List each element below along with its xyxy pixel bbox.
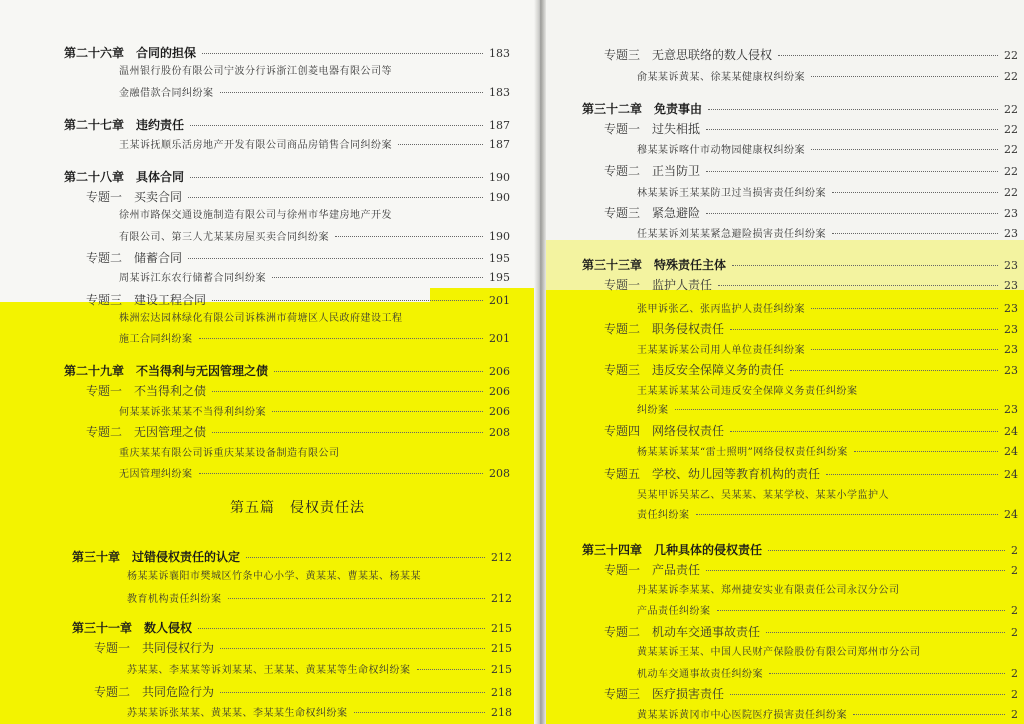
toc-page-number: 23 <box>1004 259 1018 272</box>
toc-case-row <box>127 567 512 582</box>
dot-leader <box>811 149 998 150</box>
toc-page-number: 218 <box>491 706 512 719</box>
toc-case-row <box>637 68 1018 83</box>
toc-page-number: 215 <box>491 622 512 635</box>
toc-topic-row <box>86 291 510 308</box>
toc-page-number: 22 <box>1004 70 1018 83</box>
toc-entry-title: 施工合同纠纷案 <box>119 334 193 345</box>
toc-case-row <box>119 330 510 345</box>
toc-topic-row <box>86 188 510 205</box>
toc-topic-row <box>86 423 510 440</box>
toc-page-number: 2 <box>1011 564 1018 577</box>
toc-entry-title: 专题二 储蓄合同 <box>86 251 183 265</box>
dot-leader <box>706 129 998 130</box>
toc-chapter-row <box>64 362 510 379</box>
dot-leader <box>188 258 483 259</box>
dot-leader <box>706 213 998 214</box>
toc-entry-title: 第二十六章 合同的担保 <box>64 46 197 60</box>
toc-topic-row <box>604 422 1018 439</box>
toc-entry-title: 无因管理纠纷案 <box>119 469 193 480</box>
toc-case-row <box>637 300 1018 315</box>
dot-leader <box>272 277 483 278</box>
toc-page-number: 187 <box>489 119 510 132</box>
toc-page-number: 208 <box>489 467 510 480</box>
toc-topic-row <box>604 46 1018 63</box>
dot-leader <box>730 694 1005 695</box>
dot-leader <box>790 370 998 371</box>
toc-entry-title: 第三十四章 几种具体的侵权责任 <box>582 543 763 557</box>
dot-leader <box>854 451 998 452</box>
toc-entry-title: 第三十二章 免责事由 <box>582 102 703 116</box>
toc-entry-title: 教育机构责任纠纷案 <box>127 594 222 605</box>
dot-leader <box>717 610 1006 611</box>
toc-case-row <box>127 661 512 676</box>
toc-page-number: 23 <box>1004 343 1018 356</box>
toc-case-row <box>637 141 1018 156</box>
toc-entry-title: 黄某某诉王某、中国人民财产保险股份有限公司郑州市分公司 <box>637 647 921 658</box>
toc-chapter-row <box>64 116 510 133</box>
toc-page-number: 22 <box>1004 186 1018 199</box>
toc-case-row <box>637 665 1018 680</box>
dot-leader <box>718 285 998 286</box>
toc-entry-title: 纠纷案 <box>637 405 669 416</box>
toc-topic-row <box>604 276 1018 293</box>
toc-page-number: 23 <box>1004 323 1018 336</box>
toc-entry-title: 金融借款合同纠纷案 <box>119 88 214 99</box>
dot-leader <box>811 76 998 77</box>
dot-leader <box>335 236 483 237</box>
toc-page-number: 190 <box>489 191 510 204</box>
toc-page-number: 22 <box>1004 143 1018 156</box>
dot-leader <box>417 669 486 670</box>
toc-page-number: 195 <box>489 271 510 284</box>
toc-entry-title: 张甲诉张乙、张丙监护人责任纠纷案 <box>637 304 805 315</box>
dot-leader <box>198 628 485 629</box>
toc-entry-title: 杨某某诉某某“雷士照明”网络侵权责任纠纷案 <box>637 447 848 458</box>
toc-topic-row <box>604 162 1018 179</box>
dot-leader <box>228 598 486 599</box>
toc-case-row <box>119 444 510 459</box>
toc-chapter-row <box>582 256 1018 273</box>
toc-page-number: 2 <box>1011 604 1018 617</box>
toc-page-number: 201 <box>489 332 510 345</box>
toc-case-row <box>119 309 510 324</box>
toc-entry-title: 黄某某诉黄冈市中心医院医疗损害责任纠纷案 <box>637 710 847 721</box>
toc-case-row <box>119 84 510 99</box>
toc-entry-title: 专题二 共同危险行为 <box>94 685 215 699</box>
toc-page-number: 201 <box>489 294 510 307</box>
toc-entry-title: 重庆某某有限公司诉重庆某某设备制造有限公司 <box>119 448 340 459</box>
dot-leader <box>696 514 999 515</box>
toc-entry-title: 专题三 无意思联络的数人侵权 <box>604 48 773 62</box>
toc-page-number: 23 <box>1004 403 1018 416</box>
toc-case-row <box>119 269 510 284</box>
dot-leader <box>398 144 483 145</box>
toc-case-row <box>637 602 1018 617</box>
toc-chapter-row <box>72 619 512 636</box>
toc-page-number: 24 <box>1004 445 1018 458</box>
toc-topic-row <box>94 683 512 700</box>
dot-leader <box>190 177 483 178</box>
toc-page-number: 206 <box>489 365 510 378</box>
toc-page-number: 195 <box>489 252 510 265</box>
toc-entry-title: 第三十一章 数人侵权 <box>72 621 193 635</box>
toc-entry-title: 专题一 买卖合同 <box>86 190 183 204</box>
toc-page-number: 23 <box>1004 279 1018 292</box>
toc-entry-title: 苏某某、李某某等诉刘某某、王某某、黄某某等生命权纠纷案 <box>127 665 411 676</box>
toc-topic-row <box>86 249 510 266</box>
toc-page-number: 183 <box>489 47 510 60</box>
toc-chapter-row <box>582 541 1018 558</box>
dot-leader <box>212 300 483 301</box>
toc-chapter-row <box>64 44 510 61</box>
toc-topic-row <box>604 685 1018 702</box>
toc-entry-title: 吴某甲诉吴某乙、吴某某、某某学校、某某小学监护人 <box>637 490 889 501</box>
toc-page-number: 22 <box>1004 49 1018 62</box>
toc-case-row <box>637 506 1018 521</box>
dot-leader <box>766 632 1005 633</box>
dot-leader <box>272 411 483 412</box>
toc-case-row <box>637 706 1018 721</box>
toc-page-number: 218 <box>491 686 512 699</box>
toc-page-number: 208 <box>489 426 510 439</box>
toc-page-number: 190 <box>489 230 510 243</box>
toc-entry-title: 专题一 产品责任 <box>604 563 701 577</box>
toc-page-number: 24 <box>1004 508 1018 521</box>
toc-case-row <box>119 403 510 418</box>
dot-leader <box>274 371 483 372</box>
dot-leader <box>188 197 483 198</box>
toc-page-number: 206 <box>489 385 510 398</box>
dot-leader <box>706 171 998 172</box>
toc-case-row <box>119 136 510 151</box>
dot-leader <box>706 570 1005 571</box>
toc-entry-title: 专题三 建设工程合同 <box>86 293 207 307</box>
toc-case-row <box>637 486 1018 501</box>
toc-chapter-row <box>72 548 512 565</box>
toc-entry-title: 专题一 不当得利之债 <box>86 384 207 398</box>
toc-page-number: 24 <box>1004 425 1018 438</box>
toc-case-row <box>637 382 1018 397</box>
toc-case-row <box>637 643 1018 658</box>
toc-entry-title: 专题一 共同侵权行为 <box>94 641 215 655</box>
dot-leader <box>202 53 483 54</box>
toc-case-row <box>637 401 1018 416</box>
dot-leader <box>220 692 485 693</box>
toc-entry-title: 俞某某诉黄某、徐某某健康权纠纷案 <box>637 72 805 83</box>
toc-page-number: 183 <box>489 86 510 99</box>
dot-leader <box>778 55 998 56</box>
dot-leader <box>769 673 1005 674</box>
toc-entry-title: 杨某某诉襄阳市樊城区竹条中心小学、黄某某、曹某某、杨某某 <box>127 571 421 582</box>
dot-leader <box>811 308 998 309</box>
toc-entry-title: 第三十章 过错侵权责任的认定 <box>72 550 241 564</box>
toc-case-row <box>637 184 1018 199</box>
toc-page-number: 22 <box>1004 123 1018 136</box>
part-title: 第五篇 侵权责任法 <box>230 500 365 516</box>
toc-page-number: 212 <box>491 592 512 605</box>
toc-topic-row <box>604 361 1018 378</box>
toc-entry-title: 专题五 学校、幼儿园等教育机构的责任 <box>604 467 821 481</box>
dot-leader <box>811 349 998 350</box>
toc-topic-row <box>604 204 1018 221</box>
dot-leader <box>826 474 998 475</box>
toc-entry-title: 穆某某诉喀什市动物园健康权纠纷案 <box>637 145 805 156</box>
toc-entry-title: 第三十三章 特殊责任主体 <box>582 258 727 272</box>
dot-leader <box>220 648 485 649</box>
toc-page-number: 23 <box>1004 302 1018 315</box>
toc-case-row <box>637 443 1018 458</box>
toc-entry-title: 温州银行股份有限公司宁波分行诉浙江创菱电器有限公司等 <box>119 66 392 77</box>
toc-entry-title: 机动车交通事故责任纠纷案 <box>637 669 763 680</box>
dot-leader <box>853 714 1005 715</box>
toc-entry-title: 专题一 过失相抵 <box>604 122 701 136</box>
toc-page-number: 2 <box>1011 708 1018 721</box>
toc-case-row <box>119 62 510 77</box>
toc-entry-title: 林某某诉王某某防卫过当损害责任纠纷案 <box>637 188 826 199</box>
toc-entry-title: 专题二 职务侵权责任 <box>604 322 725 336</box>
toc-page-number: 2 <box>1011 688 1018 701</box>
dot-leader <box>675 409 999 410</box>
toc-entry-title: 专题三 紧急避险 <box>604 206 701 220</box>
dot-leader <box>354 712 486 713</box>
toc-topic-row <box>86 382 510 399</box>
toc-page-number: 23 <box>1004 207 1018 220</box>
toc-entry-title: 任某某诉刘某某紧急避险损害责任纠纷案 <box>637 229 826 240</box>
toc-entry-title: 专题四 网络侵权责任 <box>604 424 725 438</box>
dot-leader <box>708 109 998 110</box>
toc-case-row <box>637 581 1018 596</box>
toc-case-row <box>127 704 512 719</box>
dot-leader <box>199 338 484 339</box>
dot-leader <box>246 557 485 558</box>
toc-topic-row <box>604 561 1018 578</box>
toc-page-number: 23 <box>1004 364 1018 377</box>
toc-page-number: 212 <box>491 551 512 564</box>
toc-topic-row <box>94 639 512 656</box>
toc-entry-title: 丹某某诉李某某、郑州捷安实业有限责任公司永汉分公司 <box>637 585 900 596</box>
toc-topic-row <box>604 320 1018 337</box>
dot-leader <box>220 92 484 93</box>
toc-entry-title: 株洲宏达园林绿化有限公司诉株洲市荷塘区人民政府建设工程 <box>119 313 403 324</box>
dot-leader <box>190 125 483 126</box>
toc-case-row <box>119 228 510 243</box>
toc-entry-title: 周某诉江东农行储蓄合同纠纷案 <box>119 273 266 284</box>
toc-entry-title: 王某某诉某公司用人单位责任纠纷案 <box>637 345 805 356</box>
toc-topic-row <box>604 120 1018 137</box>
dot-leader <box>730 431 998 432</box>
dot-leader <box>199 473 484 474</box>
toc-page-number: 22 <box>1004 165 1018 178</box>
toc-entry-title: 第二十七章 违约责任 <box>64 118 185 132</box>
toc-entry-title: 何某某诉张某某不当得利纠纷案 <box>119 407 266 418</box>
toc-case-row <box>119 465 510 480</box>
toc-entry-title: 专题三 医疗损害责任 <box>604 687 725 701</box>
dot-leader <box>212 391 483 392</box>
toc-page-number: 187 <box>489 138 510 151</box>
dot-leader <box>212 432 483 433</box>
toc-entry-title: 专题三 违反安全保障义务的责任 <box>604 363 785 377</box>
toc-entry-title: 专题二 无因管理之债 <box>86 425 207 439</box>
toc-case-row <box>119 206 510 221</box>
dot-leader <box>832 233 998 234</box>
toc-entry-title: 专题二 正当防卫 <box>604 164 701 178</box>
toc-entry-title: 有限公司、第三人尤某某房屋买卖合同纠纷案 <box>119 232 329 243</box>
toc-page-number: 2 <box>1011 626 1018 639</box>
dot-leader <box>730 329 998 330</box>
toc-case-row <box>637 225 1018 240</box>
toc-page-number: 2 <box>1011 544 1018 557</box>
toc-entry-title: 徐州市路保交通设施制造有限公司与徐州市华建房地产开发 <box>119 210 392 221</box>
toc-page-number: 2 <box>1011 667 1018 680</box>
toc-case-row <box>637 341 1018 356</box>
toc-chapter-row <box>64 168 510 185</box>
toc-page-number: 22 <box>1004 103 1018 116</box>
toc-entry-title: 王某诉抚顺乐活房地产开发有限公司商品房销售合同纠纷案 <box>119 140 392 151</box>
toc-entry-title: 王某某诉某某公司违反安全保障义务责任纠纷案 <box>637 386 858 397</box>
toc-page-number: 215 <box>491 642 512 655</box>
toc-entry-title: 专题二 机动车交通事故责任 <box>604 625 761 639</box>
book-gutter <box>534 0 546 724</box>
dot-leader <box>832 192 998 193</box>
toc-entry-title: 第二十八章 具体合同 <box>64 170 185 184</box>
toc-topic-row <box>604 623 1018 640</box>
dot-leader <box>768 550 1005 551</box>
toc-entry-title: 产品责任纠纷案 <box>637 606 711 617</box>
toc-entry-title: 责任纠纷案 <box>637 510 690 521</box>
toc-page-number: 24 <box>1004 468 1018 481</box>
toc-case-row <box>127 590 512 605</box>
toc-entry-title: 专题一 监护人责任 <box>604 278 713 292</box>
toc-entry-title: 第二十九章 不当得利与无因管理之债 <box>64 364 269 378</box>
dot-leader <box>732 265 998 266</box>
toc-page-number: 215 <box>491 663 512 676</box>
toc-entry-title: 苏某某诉张某某、黄某某、李某某生命权纠纷案 <box>127 708 348 719</box>
toc-page-number: 206 <box>489 405 510 418</box>
toc-chapter-row <box>582 100 1018 117</box>
toc-topic-row <box>604 465 1018 482</box>
toc-page-number: 190 <box>489 171 510 184</box>
toc-page-number: 23 <box>1004 227 1018 240</box>
